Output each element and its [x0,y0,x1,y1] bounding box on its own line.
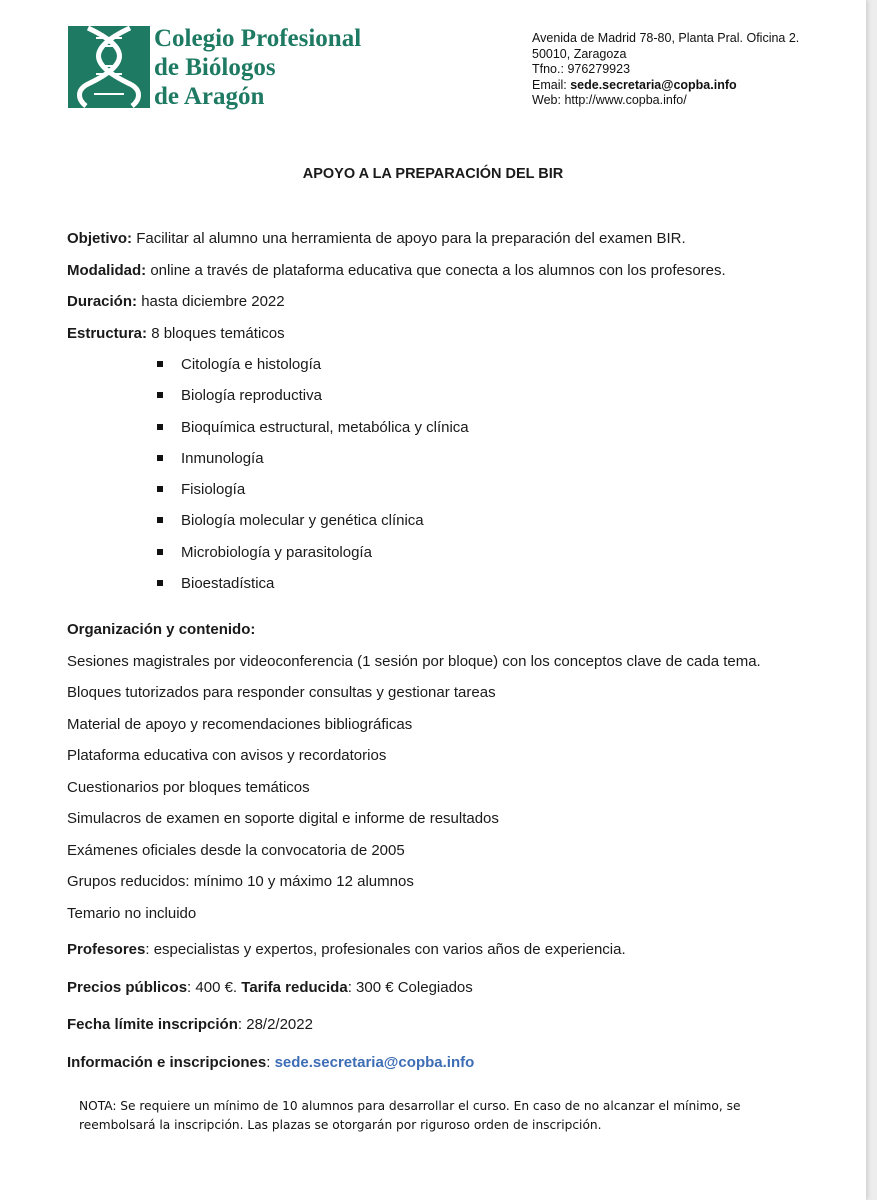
informacion-row [67,1053,847,1091]
objetivo-row [67,229,847,261]
address-line-2: 50010, Zaragoza [532,46,627,61]
document-body [67,229,847,1090]
logo-line-2: de Biólogos [154,54,276,81]
org-item: Grupos reducidos: mínimo 10 y máximo 12 alumnos [67,873,414,891]
objetivo-text: Facilitar al alumno una herramienta de apoyo para la preparación del examen BIR. [136,230,686,247]
list-item: Biología molecular y genética clínica [155,511,847,542]
address-line-1: Avenida de Madrid 78-80, Planta Pral. Oficina 2. [532,31,800,45]
duracion-label: Duración: [67,293,138,310]
fecha-text: : 28/2/2022 [237,1016,313,1034]
informacion-label: Información e inscripciones [67,1053,267,1071]
profesores-label: Profesores [67,941,146,959]
modalidad-text: online a través de plataforma educativa que conecta a los alumnos con los profesores. [150,261,726,279]
org-item: Sesiones magistrales por videoconferencia (1 sesión por bloque) con los conceptos clave de cada tema. [67,652,761,670]
org-item: Cuestionarios por bloques temáticos [67,778,310,796]
fecha-row [67,1015,847,1053]
list-item: Inmunología [155,449,847,480]
precios-row [67,978,847,1016]
web-line [532,93,799,109]
profesores-text: : especialistas y expertos, profesionales con varios años de experiencia. [145,941,626,959]
list-item: Citología e histología [155,355,847,386]
duracion-row [67,292,847,324]
org-item: Bloques tutorizados para responder consultas y gestionar tareas [67,684,496,702]
block-list [155,355,847,605]
estructura-text: 8 bloques temáticos [151,324,285,342]
list-item: Bioestadística [155,574,847,605]
org-item: Material de apoyo y recomendaciones bibliográficas [67,715,413,733]
org-item: Exámenes oficiales desde la convocatoria de 2005 [67,841,405,859]
email-link[interactable]: sede.secretaria@copba.info [570,77,737,92]
modalidad-label: Modalidad: [67,261,147,279]
tarifa-label: Tarifa reducida [241,978,348,996]
tarifa-text: : 300 € Colegiados [347,978,473,996]
org-item: Temario no incluido [67,904,197,922]
web-label: Web: [532,93,561,108]
page-title: APOYO A LA PREPARACIÓN DEL BIR [302,166,564,182]
fecha-label: Fecha límite inscripción [67,1016,238,1034]
list-item: Fisiología [155,480,847,511]
org-item: Plataforma educativa con avisos y recordatorios [67,747,387,765]
precios-label: Precios públicos [67,978,188,996]
dna-logo-icon [68,26,150,108]
list-item: Bioquímica estructural, metabólica y clínica [155,418,847,449]
precios-text: : 400 €. [187,978,242,996]
estructura-row [67,324,847,356]
estructura-label: Estructura: [67,324,148,342]
contact-info [532,31,799,109]
organizacion-heading: Organización y contenido: [67,621,256,639]
nota-line-1: NOTA: Se requiere un mínimo de 10 alumnos para desarrollar el curso. En caso de no alcanzar el mínimo, se [79,1099,741,1113]
phone-label: Tfno.: [532,62,564,77]
list-item: Biología reproductiva [155,386,847,417]
nota-line-2: reembolsará la inscripción. Las plazas se otorgarán por riguroso orden de inscripción. [79,1117,602,1132]
org-item: Simulacros de examen en soporte digital e informe de resultados [67,810,499,828]
logo-line-3: de Aragón [154,83,265,110]
phone-number: 976279923 [567,62,631,77]
web-link[interactable]: http://www.copba.info/ [564,93,687,108]
modalidad-row [67,261,847,293]
informacion-email-link[interactable]: sede.secretaria@copba.info [274,1053,475,1071]
list-item: Microbiología y parasitología [155,543,847,574]
objetivo-label: Objetivo: [67,230,133,247]
nota-note [79,1097,839,1134]
email-line [532,78,799,94]
organization-name [154,24,361,111]
logo-line-1: Colegio Profesional [154,25,362,52]
email-label: Email: [532,77,567,92]
informacion-separator: : [266,1053,275,1071]
duracion-text: hasta diciembre 2022 [141,293,285,310]
profesores-row [67,940,847,978]
phone-line [532,62,799,78]
